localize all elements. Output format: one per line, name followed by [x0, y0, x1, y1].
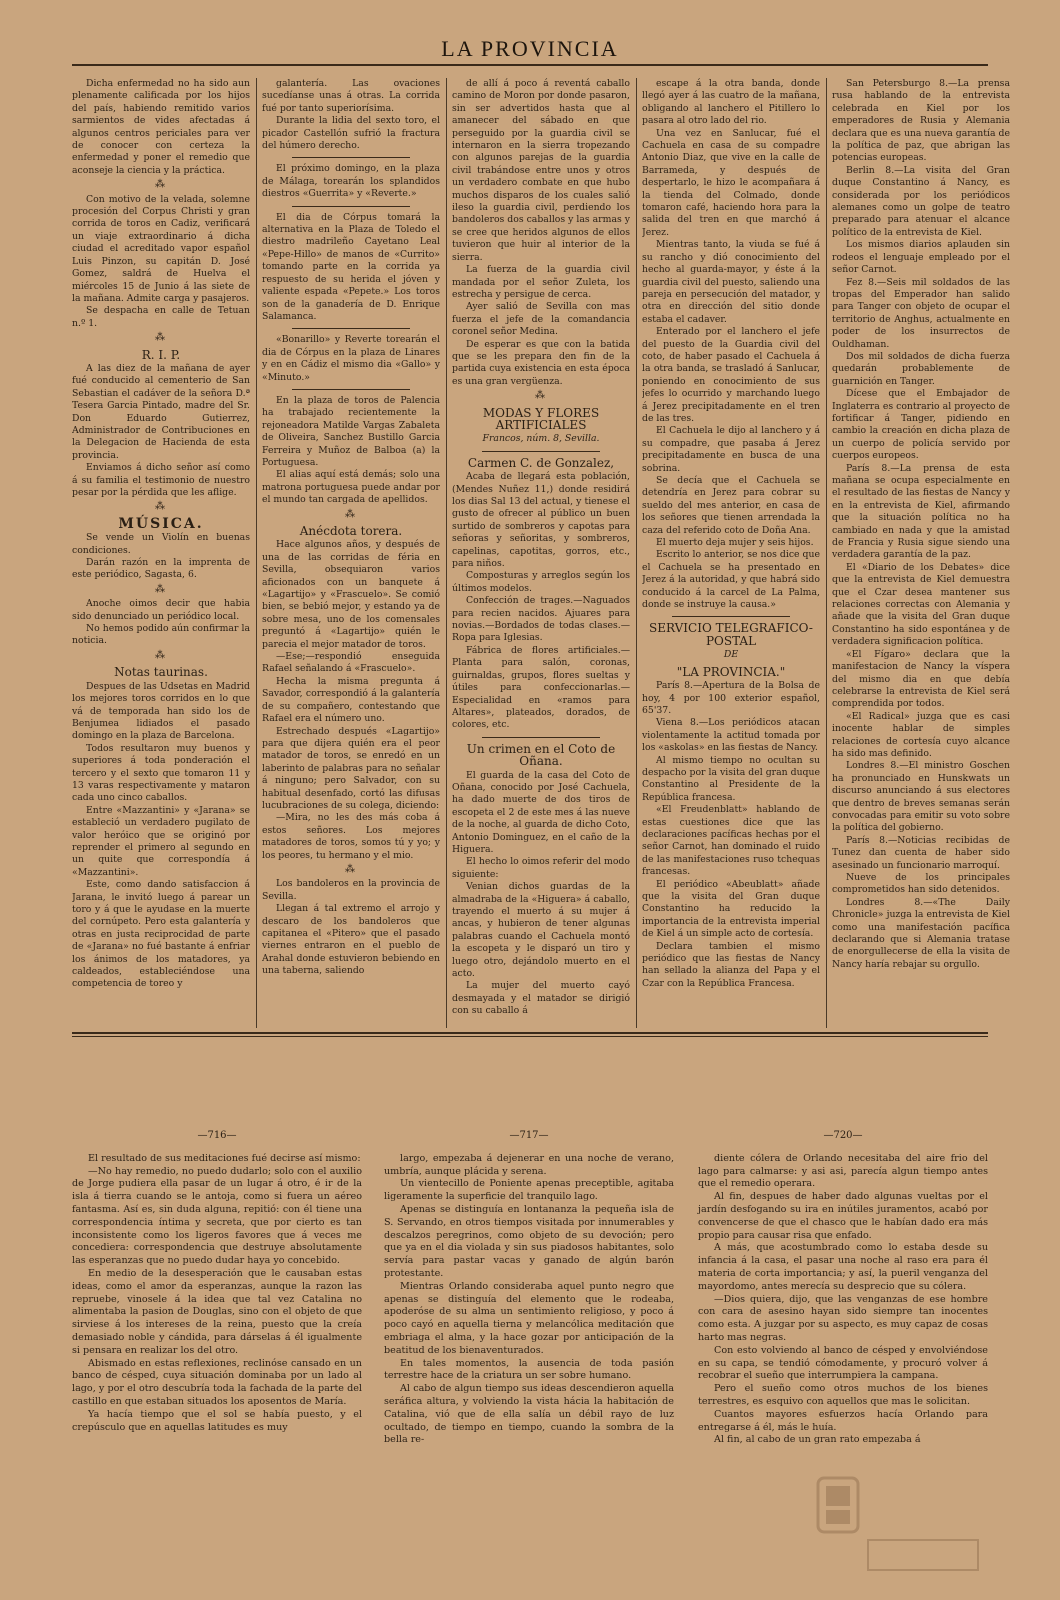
paragraph: El hecho lo oimos referir del modo siguiente: [452, 856, 630, 880]
paragraph: El próximo domingo, en la plaza de Málaga, torearán los splandidos diestros «Guerrita» y «Reverte.» [262, 163, 440, 200]
paragraph: Enterado por el lanchero el jefe del puesto de la Guardia civil del coto, de haber pasado el Cachuela á la otra banda, se trasladó á Sanlucar, poniendo en conocimiento de sus jefes lo ocurrido y marchando luego á Jerez precipitadamente en el tren de las tres. [642, 326, 820, 424]
paragraph: galantería. Las ovaciones sucedíanse unas á otras. La corrida fué por tanto superiorísima. [262, 78, 440, 114]
folletin-column-right [698, 1130, 988, 1447]
paragraph: El muerto deja mujer y seis hijos. [656, 537, 814, 549]
folletin-column-left [72, 1130, 362, 1434]
paragraph: Darán razón en la imprenta de este periódico, Sagasta, 6. [72, 557, 250, 581]
paragraph: Confección de trages.—Naguados para recien nacidos. Ajuares para novias.—Bordados de todas clases.—Ropa para Iglesias. [452, 595, 630, 644]
separator-asterisks: ⁂ [345, 508, 357, 520]
paragraph: Acaba de llegará esta población, (Mendes Nuñez 11,) donde residirá los dias Sal 13 del actual, y tienese el gusto de ofrecer al público un buen surtido de sombreros y capotas para señoras y señoritas, y sombreros, capelinas, capotitas, gorros, etc., para niños. [452, 471, 630, 570]
short-rule [292, 328, 410, 329]
ad-address: Francos, núm. 8, Sevilla. [482, 433, 600, 445]
paragraph: Todos resultaron muy buenos y superiores á toda ponderación el tercero y el sexto que tomaron 11 y 13 varas respectivamente y mataron cada uno cinco caballos. [72, 742, 250, 804]
paragraph: Nueve de los principales comprometidos han sido detenidos. [832, 872, 1010, 896]
paragraph: Se vende un Violín en buenas condiciones. [72, 532, 250, 556]
paragraph: escape á la otra banda, donde llegó ayer á las cuatro de la mañana, obligando al lanchero el Pitillero lo pasara al otro lado del rio. [642, 78, 820, 127]
paragraph: Pero el sueño como otros muchos de los bienes terrestres, es esquivo con aquellos que mas le solicitan. [698, 1383, 988, 1407]
paragraph: La fuerza de la guardia civil mandada por el señor Zuleta, los estrecha y persigue de cerca. [452, 264, 630, 300]
archive-watermark-logo [808, 1470, 988, 1580]
paragraph: Un vientecillo de Poniente apenas preceptible, agitaba ligeramente la superficie del tranquilo lago. [384, 1178, 674, 1203]
paragraph: —Mira, no les des más coba á estos señores. Los mejores matadores de toros, somos tú y yo; y los peores, tu hermano y el mio. [262, 812, 440, 861]
ad-heading: MODAS Y FLORES ARTIFICIALES [482, 405, 600, 432]
paragraph: El resultado de sus meditaciones fué decirse así mismo: [88, 1152, 361, 1164]
paragraph: El «Diario de los Debates» dice que la entrevista de Kiel demuestra que el Czar desea mantener sus relaciones correctas con Alemania y añade que la visita del Gran duque Constantino ha sido espontánea y de verdadera significacion política. [832, 561, 1010, 648]
paragraph: El Cachuela le dijo al lanchero y á su compadre, que pasaba á Jerez precipitadamente en busca de una sobrina. [642, 425, 820, 474]
section-heading: MÚSICA. [118, 515, 204, 532]
section-heading: Un crimen en el Coto de Oñana. [466, 741, 616, 769]
paragraph: largo, empezaba á dejenerar en una noche de verano, umbría, aunque plácida y serena. [384, 1152, 674, 1177]
short-rule [672, 616, 790, 617]
paragraph: Fez 8.—Seis mil soldados de las tropas del Emperador han salido para Tanger con objeto de ocupar el territorio de Anghus, actualmente en poder de los insurrectos de Ouldhaman. [832, 276, 1010, 350]
paragraph: Dos mil soldados de dicha fuerza quedarán probablemente de guarnición en Tanger. [832, 350, 1010, 387]
paragraph: Declara tambien el mismo periódico que las fiestas de Nancy han sellado la alianza del Papa y el Czar con la República Francesa. [642, 940, 820, 989]
paragraph: Ya hacía tiempo que el sol se había puesto, y el crepúsculo que en aquellas latitudes es muy [72, 1408, 362, 1433]
paragraph: Con motivo de la velada, solemne procesión del Corpus Christi y gran corrida de toros en Cadiz, verificará un viaje extraordinario á dicha ciudad el acreditado vapor español Luis Pinzon, su capitán D. José Gomez, saldrá de Huelva el miércoles 15 de Junio á las siete de la mañana. Admite carga y pasajeros. [72, 193, 250, 304]
short-rule [482, 737, 600, 738]
paragraph: En la plaza de toros de Palencia ha trabajado recientemente la rejoneadora Matilde Vargas Zabaleta de Oliveira, Sanchez Bustillo Garcia Ferreira y Muñoz de Balboa (a) la Portuguesa. [262, 394, 440, 468]
ad-name: Carmen C. de Gonzalez, [467, 455, 615, 470]
paragraph: Londres 8.—El ministro Goschen ha pronunciado en Hunskwats un discurso anunciando á sus electores que dentro de breves semanas serán convocadas para emitir su voto sobre la política del gobierno. [832, 760, 1010, 834]
paragraph: Apenas se distinguía en lontananza la pequeña isla de S. Servando, en otros tiempos visitada por innumerables y descalzos peregrinos, como objeto de su devoción; pero que ya en el dia violada y sin sus piadosos habitantes, solo servía para pastar vacas y ganado de algún barón protestante. [384, 1203, 674, 1279]
page-number: —720— [823, 1130, 863, 1141]
paragraph: Despues de las Udsetas en Madrid los mejores toros corridos en lo que vá de temporada han sido los de Benjumea lidiados el pasado domingo en la plaza de Barcelona. [72, 680, 250, 742]
section-heading: Anécdota torera. [299, 524, 403, 538]
paragraph: Mientras Orlando consideraba aquel punto negro que apenas se distinguía del elemento que le rodeaba, apoderóse de su alma un sentimiento religioso, y poco á poco cayó en aquella tierna y melancólica meditación que embriaga el alma, y la hace gozar por anticipación de la beatitud de los bienaventurados. [384, 1280, 674, 1356]
paragraph: Estrechado después «Lagartijo» para que dijera quién era el peor matador de toros, se enredó en un laberinto de palabras para no señalar á ninguno; pero Salvador, con su habitual desenfado, cortó las difusas lucubraciones de su colega, diciendo: [262, 725, 440, 811]
page-number: —717— [509, 1130, 549, 1141]
paragraph: diente cólera de Orlando necesitaba del aire frio del lago para calmarse: y asi asi, parecía algun tiempo antes que el remedio operara. [698, 1152, 988, 1190]
paragraph: Durante la lidia del sexto toro, el picador Castellón sufrió la fractura del húmero derecho. [262, 115, 440, 152]
column-1 [72, 78, 250, 1030]
section-heading: R. I. P. [141, 347, 181, 362]
paragraph: —Ese;—respondió enseguida Rafael señalando á «Frascuelo». [262, 651, 440, 675]
separator-asterisks: ⁂ [155, 583, 167, 595]
paragraph: de allí á poco á reventá caballo camino de Moron por donde pasaron, sin ser advertidos hasta que al amanecer del sábado en que perseguido por la guardia civil se internaron en la sierra tropezando con algunos parejas de la guardia civil trabándose entre unos y otros un verdadero combate en que hubo muchos disparos de los cuales salió ileso la guardia civil, perdiendo los bandoleros dos caballos y las armas y se cree que heridos algunos de ellos tuvieron que huir al interior de la sierra. [452, 78, 630, 263]
separator-asterisks: ⁂ [155, 501, 167, 513]
short-rule [482, 451, 600, 452]
paragraph: Enviamos á dicho señor así como á su familia el testimonio de nuestro pesar por la pérdida que les aflige. [72, 462, 250, 498]
paragraph: «El Freudenblatt» hablando de estas cuestiones dice que las declaraciones pacíficas hechas por el señor Carnot, han dominado el ruido de las manifestaciones ruso tchequas francesas. [642, 804, 820, 878]
paragraph: Al fin, al cabo de un gran rato empezaba á [714, 1434, 921, 1446]
separator-asterisks: ⁂ [535, 390, 547, 402]
paragraph: El periódico «Abeublatt» añade que la visita del Gran duque Constantino ha reducido la importancia de la entrevista imperial de Kiel á un simple acto de cortesía. [642, 878, 820, 940]
paragraph: Abismado en estas reflexiones, reclinóse cansado en un banco de césped, cuya situación dominaba por un lado al lago, y por el otro descubría toda la fachada de la parte del castillo en que estaban situados los aposentos de María. [72, 1357, 362, 1407]
paragraph: En medio de la desesperación que le causaban estas ideas, como el amor da esperanzas, aunque la razon las repruebe, vinosele á la idea que tal vez Catalina no alimentaba la pasion de Douglas, sino con el objeto de que sirviese á los intereses de la reina, puesto que la creía demasiado noble y cándida, para dárselas á él igualmente si pensara en realizar los del otro. [72, 1267, 362, 1356]
paragraph: Los mismos diarios aplauden sin rodeos el lenguaje empleado por el señor Carnot. [832, 239, 1010, 276]
paragraph: Hace algunos años, y después de una de las corridas de féria en Sevilla, obsequiaron varios aficionados con un banquete á «Lagartijo» y «Frascuelo». Se comió bien, se bebió mejor, y estando ya de sobre mesa, uno de los comensales preguntó á «Lagartijo» quién le parecia el mejor matador de toros. [262, 539, 440, 650]
paragraph: —No hay remedio, no puedo dudarlo; solo con el auxilio de Jorge pudiera ella pasar de un lugar á otro, é ir de la isla á tierra cuando se le antoja, como si fuera un aéreo fantasma. Así es, sin duda alguna, repitió: con él tiene una correspondencia íntima y secreta, que por cierto es tan inconsistente como los ligeros favores que á veces me concediera: correspondencia que destruye absolutamente las esperanzas que no puedo dudar haya yo concebido. [72, 1165, 362, 1267]
footer-rule [72, 1032, 988, 1034]
paragraph: Entre «Mazzantini» y «Jarana» se estableció un verdadero pugilato de valor heróico que se originó por reprender el primero al segundo en un quite que correspondía á «Mazzantini». [72, 804, 250, 878]
news-columns [72, 78, 1010, 1030]
paragraph: París 8.—Apertura de la Bolsa de hoy, 4 por 100 exterior español, 65'37. [642, 680, 820, 716]
paragraph: A más, que acostumbrado como lo estaba desde su infancia á la casa, el pasar una noche al raso era para él materia de corta importancia; y así, la pueril venganza del mayordomo, antes merecía su desprecio que su cólera. [698, 1242, 988, 1292]
paragraph: Al mismo tiempo no ocultan su despacho por la visita del gran duque Constantino al Presidente de la República francesa. [642, 754, 820, 803]
paragraph: La mujer del muerto cayó desmayada y el matador se dirigió con su caballo á [452, 980, 630, 1017]
folletin-column-middle [384, 1130, 674, 1447]
section-heading: "LA PROVINCIA." [676, 664, 786, 679]
short-rule [292, 157, 410, 158]
paragraph: Se decía que el Cachuela se detendría en Jerez para cobrar su sueldo del mes anterior, en casa de los señores que tienen arrendada la caza del referido coto de Doña Ana. [642, 475, 820, 536]
top-rule [72, 64, 988, 66]
paragraph: A las diez de la mañana de ayer fué conducido al cementerio de San Sebastian el cadáver de la señora D.ª Tesera Garcia Pintado, madre del Sr. Don Eduardo Gutierrez, Administrador de Contribuciones en la Delegacion de Hacienda de esta provincia. [72, 362, 250, 461]
paragraph: Venian dichos guardas de la almadraba de la «Higuera» á caballo, trayendo el muerto á su mujer á ancas, y hubieron de tener algunas palabras cuando el Cachuela montó la escopeta y le disparó un tiro y luego otro, dejándolo muerto en el acto. [452, 881, 630, 980]
short-rule [292, 206, 410, 207]
footer-rule [72, 1036, 988, 1037]
section-heading: SERVICIO TELEGRAFICO-POSTAL [649, 621, 813, 648]
paragraph: Berlin 8.—La visita del Gran duque Constantino á Nancy, es considerada por los periódicos alemanes como un golpe de teatro preparado para atenuar el alcance político de la entrevista de Kiel. [832, 164, 1010, 238]
paragraph: No hemos podido aún confirmar la noticia. [72, 623, 250, 647]
paragraph: «Bonarillo» y Reverte torearán el dia de Córpus en la plaza de Linares y en en Cádiz el mismo dia «Gallo» y «Minuto.» [262, 334, 440, 383]
paragraph: París 8.—Noticias recibidas de Tunez dan cuenta de haber sido asesinado un funcionario marroquí. [832, 834, 1010, 871]
paragraph: Los bandoleros en la provincia de Sevilla. [262, 878, 440, 902]
paragraph: Viena 8.—Los periódicos atacan violentamente la actitud tomada por los «askolas» en las fiestas de Nancy. [642, 717, 820, 754]
paragraph: Al fin, despues de haber dado algunas vueltas por el jardín desfogando su ira en inútiles juramentos, acabó por convencerse de que el chasco que le habían dado era más propio para causar risa que enfado. [698, 1191, 988, 1241]
paragraph: «El Radical» juzga que es casi inocente hablar de simples relaciones de cortesía cuyo alcance ha sido mas definido. [832, 710, 1010, 759]
paragraph: Mientras tanto, la viuda se fué á su rancho y dió conocimiento del hecho al guarda-mayor, y éste á la guardia civil del puesto, saliendo una pareja en persecución del matador, y otra en dirección del sitio donde estaba el cadaver. [642, 239, 820, 325]
paragraph: Llegan á tal extremo el arrojo y descaro de los bandoleros que capitanea el «Pitero» que el pasado viernes entraron en el pueblo de Arahal donde estuvieron bebiendo en una taberna, saliendo [262, 903, 440, 977]
paragraph: Anoche oimos decir que habia sido denunciado un periódico local. [72, 598, 250, 622]
paragraph: Londres 8.—«The Daily Chronicle» juzga la entrevista de Kiel como una manifestación pacífica declarando que si Alemania tratase de enorgullecerse de ella la visita de Nancy haría rebajar su orgullo. [832, 896, 1010, 970]
page-number: —716— [197, 1130, 237, 1141]
paragraph: Composturas y arreglos según los últimos modelos. [452, 570, 630, 594]
column-4 [642, 78, 820, 1030]
paragraph: Fábrica de flores artificiales.—Planta para salón, coronas, guirnaldas, grupos, flores sueltas y útiles para confeccionarlas.—Especialidad en «ramos para Altares», plateados, dorados, de colores, etc. [452, 644, 630, 731]
separator-asterisks: ⁂ [155, 649, 167, 661]
paragraph: El guarda de la casa del Coto de Oñana, conocido por José Cachuela, ha dado muerte de dos tiros de escopeta el 2 de este mes á las nueve de la noche, al guarda de dicho Coto, Antonio Dominguez, en el caño de la Higuera. [452, 769, 630, 855]
section-heading: Notas taurinas. [114, 665, 208, 680]
paragraph: Se despacha en calle de Tetuan n.º 1. [72, 305, 250, 329]
paragraph: En tales momentos, la ausencia de toda pasión terrestre hace de la criatura un ser sobre humano. [384, 1357, 674, 1382]
paragraph: «El Fígaro» declara que la manifestacion de Nancy la víspera del mismo dia en que debía celebrarse la entrevista de Kiel será comprendida por todos. [832, 648, 1010, 710]
paragraph: Escrito lo anterior, se nos dice que el Cachuela se ha presentado en Jerez á la autoridad, y que habrá sido conducido á la carcel de La Palma, donde se instruye la causa.» [642, 549, 820, 611]
paragraph: —Dios quiera, dijo, que las venganzas de ese hombre con cara de asesino hayan sido siempre tan inocentes como esta. A juzgar por su aspecto, es muy capaz de cosas harto mas negras. [698, 1293, 988, 1343]
paragraph: Dícese que el Embajador de Inglaterra es contrario al proyecto de fortificar á Tanger, pidiendo en cambio la creación en dicha plaza de un cuerpo de policía servido por cuerpos europeos. [832, 388, 1010, 462]
section-subheading: DE [723, 649, 739, 661]
paragraph: Este, como dando satisfaccion á Jarana, le invitó luego á parear un toro y á que le ayudase en la muerte del cornúpeto. Pero esta galantería y otras en justa reciprocidad de parte de «Jarana» no fué bastante á enfriar los ánimos de los matadores, ya caldeados, estableciéndose una competencia de toreo y [72, 879, 250, 990]
paragraph: San Petersburgo 8.—La prensa rusa hablando de la entrevista celebrada en Kiel por los emperadores de Rusia y Alemania declara que es una nueva garantía de la política de paz, que abrigan las potencias europeas. [832, 78, 1010, 164]
column-5 [832, 78, 1010, 1030]
paragraph: Ayer salió de Sevilla con mas fuerza el jefe de la comandancia coronel señor Medina. [452, 301, 630, 338]
column-2 [262, 78, 440, 1030]
paragraph: Dicha enfermedad no ha sido aun plenamente calificada por los hijos del país, habiendo remitido varios sarmientos de vides afectadas á algunos centros periciales para ver de conocer con certeza la enfermedad y poner el remedio que aconseje la ciencia y la práctica. [72, 78, 250, 176]
paragraph: Cuantos mayores esfuerzos hacía Orlando para entregarse á él, más le huía. [698, 1408, 988, 1433]
paragraph: De esperar es que con la batida que se les prepara den fin de la partida cuya existencia en esta época es una gran vergüenza. [452, 338, 630, 387]
separator-asterisks: ⁂ [155, 332, 167, 344]
masthead-title: LA PROVINCIA [441, 36, 619, 61]
separator-asterisks: ⁂ [345, 863, 357, 875]
paragraph: París 8.—La prensa de esta mañana se ocupa especialmente en el resultado de las fiestas de Nancy y en la entrevista de Kiel, afirmando que la situación política no ha cambiado en nada y que la amistad de Francia y Rusia sigue siendo una verdadera garantía de la paz. [832, 462, 1010, 561]
column-3 [452, 78, 630, 1030]
paragraph: El dia de Córpus tomará la alternativa en la Plaza de Toledo el diestro madrileño Cayetano Leal «Pepe-Hillo» de manos de «Currito» tomando parte en la corrida ya respuesto de su herida el jóven y valiente espada «Pepete.» Los toros son de la ganadería de D. Enrique Salamanca. [262, 211, 440, 322]
paragraph: Con esto volviendo al banco de césped y envolviéndose en su capa, se tendió cómodamente, y procuró volver á recobrar el sueño que interrumpiera la campana. [698, 1344, 988, 1382]
short-rule [292, 389, 410, 390]
paragraph: Al cabo de algun tiempo sus ideas descendieron aquella seráfica altura, y volviendo la vista hácia la habitación de Catalina, vió que de ella salía un débil rayo de luz ocultado, de tiempo en tiempo, cuando la sombra de la bella re- [384, 1383, 674, 1446]
separator-asterisks: ⁂ [155, 179, 167, 191]
paragraph: Hecha la misma pregunta á Savador, correspondió á la galantería de su compañero, contestando que Rafael era el número uno. [262, 675, 440, 725]
paragraph: Una vez en Sanlucar, fué el Cachuela en casa de su compadre Antonio Diaz, que vive en la calle de Barrameda, y después de despertarlo, le hizo le acompañara á la tienda del Colmado, donde tomaron café, haciendo hora para la salida del tren en que marchó á Jerez. [642, 127, 820, 238]
paragraph: El alias aquí está demás; solo una matrona portuguesa puede andar por el mundo tan cargada de apellidos. [262, 469, 440, 506]
